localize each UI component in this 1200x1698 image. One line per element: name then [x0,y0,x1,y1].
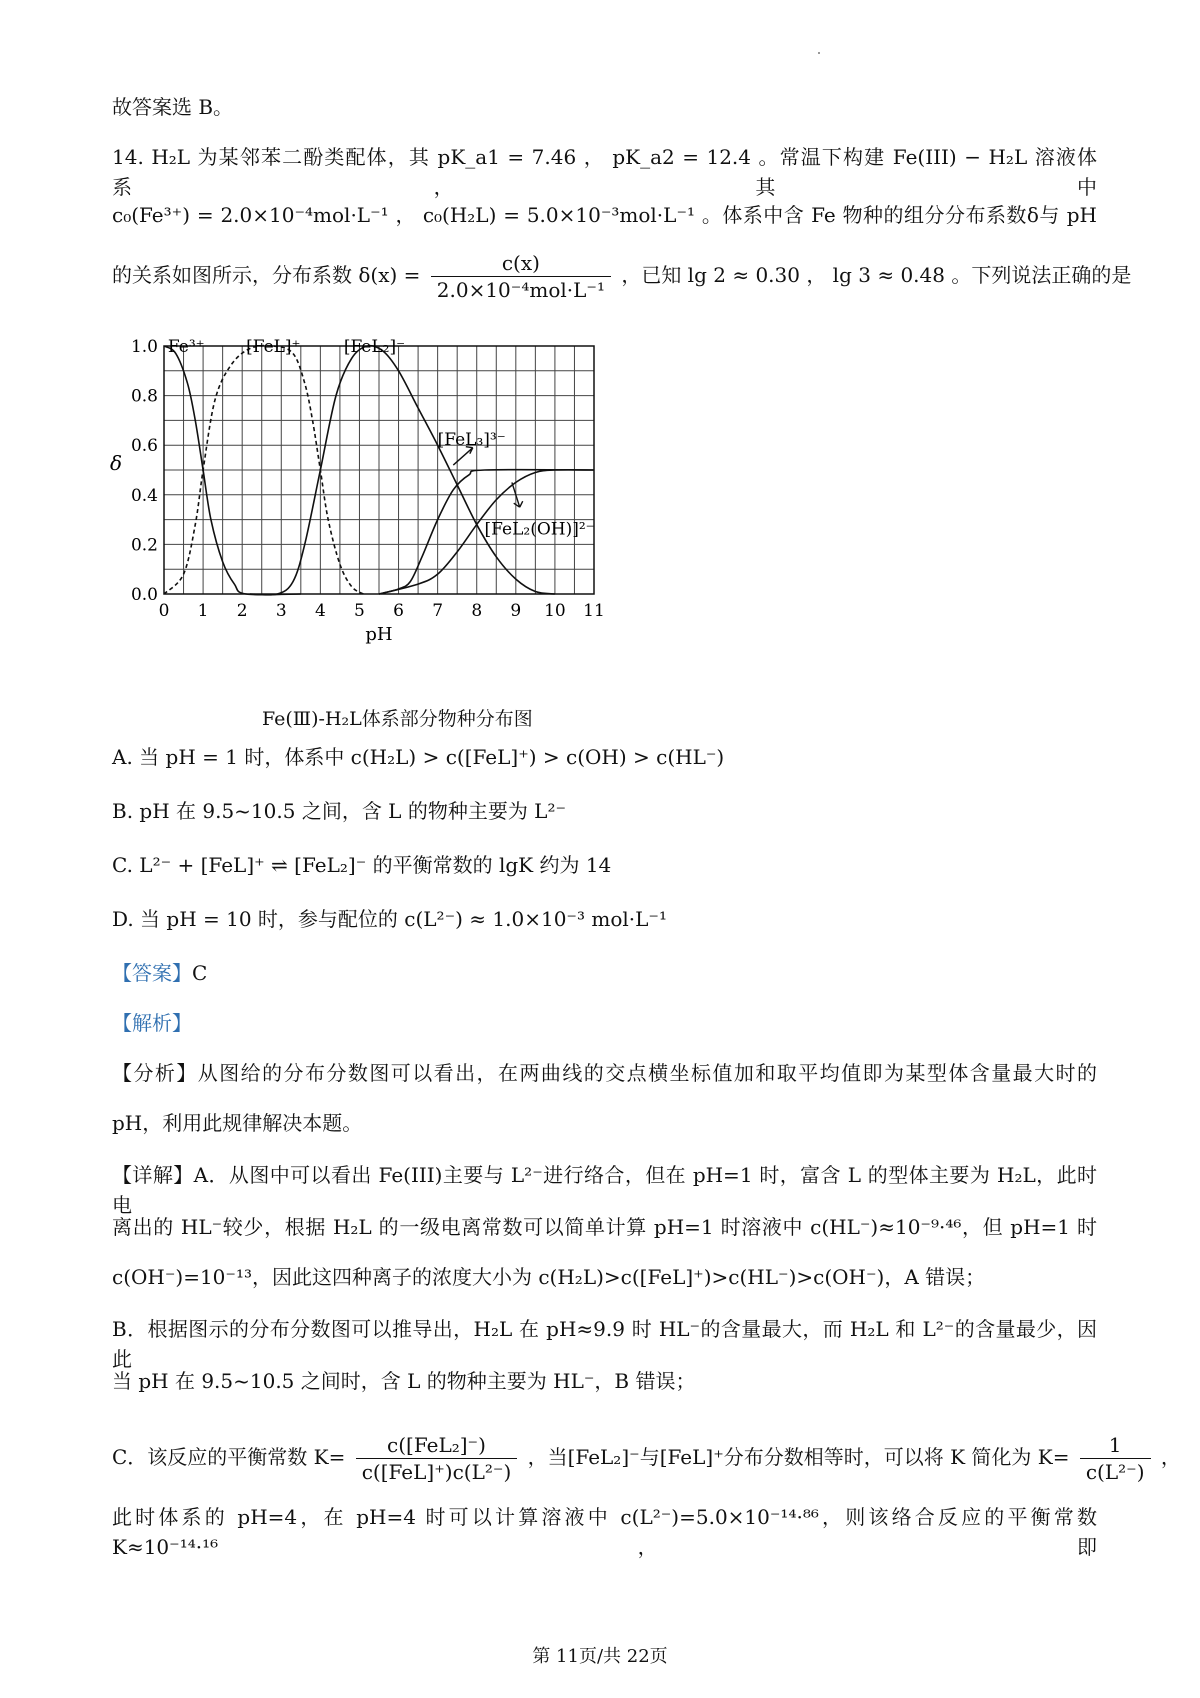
series-label-fel2oh: [FeL₂(OH)]²⁻ [484,519,595,540]
y-tick-label: 0.4 [130,485,158,506]
x-tick-label: 4 [314,601,326,621]
option-a: A. 当 pH = 1 时，体系中 c(H₂L) > c([FeL]⁺) > c(OH) > c(HL⁻) [112,745,725,769]
y-tick-label: 0.0 [130,585,158,605]
y-axis-label: δ [109,451,123,475]
question-line-1 [112,142,1097,202]
fraction-numerator: c(x) [431,250,611,277]
option-b: B. pH 在 9.5~10.5 之间，含 L 的物种主要为 L²⁻ [112,799,567,823]
speck-mark [818,52,820,54]
page-footer: 第 11页/共 22页 [532,1646,668,1667]
chart-caption: Fe(Ⅲ)-H₂L体系部分物种分布图 [262,708,533,730]
question-text-3b: ，已知 lg 2 ≈ 0.30 ， lg 3 ≈ 0.48 。下列说法正确的是 [621,263,1132,287]
analysis-fenxi-1: 【分析】从图给的分布分数图可以看出，在两曲线的交点横坐标值加和取平均值即为某型体含量最大时的 [112,1061,1097,1085]
chart-ticks [131,337,605,621]
x-tick-label: 2 [236,601,248,621]
analysis-a-1: 【详解】A．从图中可以看出 Fe(III)主要与 L²⁻进行络合，但在 pH=1 时，富含 L 的型体主要为 H₂L，此时电 [112,1163,1097,1217]
question-text-3a: 的关系如图所示，分布系数 δ(x) = [112,263,421,287]
x-axis-label: pH [365,624,393,645]
x-tick-label: 10 [544,601,566,621]
analysis-label: 【解析】 [112,1011,192,1035]
series-label-fel: [FeL]⁺ [246,337,301,357]
analysis-c-end: ， [1160,1445,1181,1469]
k-numerator: c([FeL₂]⁻) [356,1432,518,1459]
option-c: C. L²⁻ + [FeL]⁺ ⇌ [FeL₂]⁻ 的平衡常数的 lgK 约为 14 [112,853,612,877]
question-line-2: c₀(Fe³⁺) = 2.0×10⁻⁴mol·L⁻¹ ， c₀(H₂L) = 5.0×10⁻³mol·L⁻¹ 。体系中含 Fe 物种的组分分布系数δ与 pH [112,203,1097,227]
k-denominator: c([FeL]⁺)c(L²⁻) [361,1460,512,1484]
answer-line [112,958,207,988]
distribution-chart [109,337,640,678]
series-label-fel2: [FeL₂]⁻ [343,337,406,357]
question-number: 14. [112,145,144,169]
fraction-denominator: 2.0×10⁻⁴mol·L⁻¹ [436,278,605,302]
question-line-3 [112,250,1131,303]
analysis-c-2: 此时体系的 pH=4，在 pH=4 时可以计算溶液中 c(L²⁻)=5.0×10⁻¹⁴·⁸⁶，则该络合反应的平衡常数 K≈10⁻¹⁴·¹⁶，即 [112,1505,1097,1559]
series-label-fe3: Fe³⁺ [167,337,205,357]
x-tick-label: 7 [432,601,444,621]
x-tick-label: 0 [158,601,170,621]
x-tick-label: 8 [471,601,483,621]
question-text-1: H₂L 为某邻苯二酚类配体，其 pK_a1 = 7.46 ， pK_a2 = 12.4 。常温下构建 Fe(III) − H₂L 溶液体系，其中 [112,145,1097,199]
k2-numerator: 1 [1080,1432,1151,1459]
y-tick-label: 1.0 [130,337,158,357]
x-tick-label: 3 [275,601,287,621]
analysis-fenxi-2: pH，利用此规律解决本题。 [112,1111,363,1135]
y-tick-label: 0.2 [130,535,158,556]
x-tick-label: 9 [510,601,522,621]
answer-label: 【答案】 [112,961,192,985]
analysis-a-2: 离出的 HL⁻较少，根据 H₂L 的一级电离常数可以简单计算 pH=1 时溶液中 c(HL⁻)≈10⁻⁹·⁴⁶，但 pH=1 时 [112,1215,1097,1239]
x-tick-label: 5 [354,601,365,621]
answer-value: C [192,961,208,985]
distribution-fraction [431,250,611,303]
analysis-b-1: B．根据图示的分布分数图可以推导出，H₂L 在 pH≈9.9 时 HL⁻的含量最大，而 H₂L 和 L²⁻的含量最少，因此 [112,1317,1097,1371]
analysis-c-1 [112,1432,1181,1485]
analysis-c-text-b: ，当[FeL₂]⁻与[FeL]⁺分布分数相等时，可以将 K 简化为 K= [527,1445,1070,1469]
option-d: D. 当 pH = 10 时，参与配位的 c(L²⁻) ≈ 1.0×10⁻³ mol·L⁻¹ [112,907,667,931]
analysis-a-3: c(OH⁻)=10⁻¹³，因此这四种离子的浓度大小为 c(H₂L)>c([FeL]⁺)>c(HL⁻)>c(OH⁻)，A 错误； [112,1265,986,1289]
y-tick-label: 0.6 [130,436,158,457]
x-tick-label: 1 [197,601,209,621]
analysis-b-2: 当 pH 在 9.5~10.5 之间时，含 L 的物种主要为 HL⁻，B 错误； [112,1369,696,1393]
x-tick-label: 11 [583,601,605,621]
previous-answer-line: 故答案选 B。 [112,95,234,119]
k-fraction [356,1432,518,1485]
x-tick-label: 6 [393,601,404,621]
y-tick-label: 0.8 [130,386,158,407]
k-simplified-fraction [1080,1432,1151,1485]
series-label-fel3: [FeL₃]³⁻ [437,430,506,451]
analysis-c-text-a: C．该反应的平衡常数 K= [112,1445,346,1469]
k2-denominator: c(L²⁻) [1085,1460,1145,1484]
